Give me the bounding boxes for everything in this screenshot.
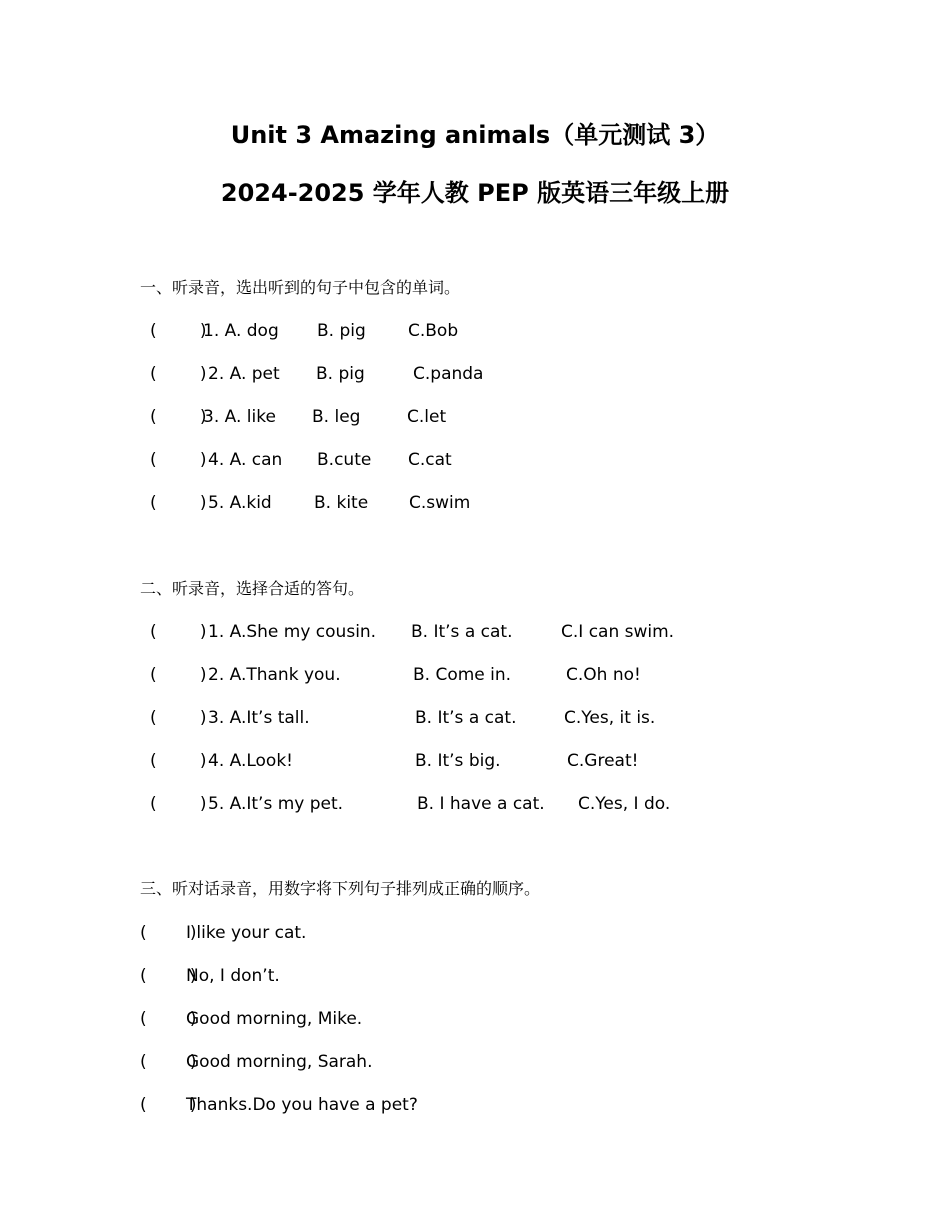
option-b: B. Come in. xyxy=(413,665,512,685)
option-a: 3. A.It’s tall. xyxy=(208,708,310,728)
option-c: C.Yes, it is. xyxy=(564,708,656,728)
section2-item xyxy=(140,706,760,730)
option-a: 2. A.Thank you. xyxy=(208,665,341,685)
section3-item xyxy=(140,1050,640,1074)
option-b: B. I have a cat. xyxy=(417,794,545,814)
sentence-text: Good morning, Sarah. xyxy=(186,1052,373,1072)
option-b: B. pig xyxy=(317,321,366,341)
section1-item xyxy=(140,405,700,429)
section3-item xyxy=(140,964,640,988)
answer-bracket: ( ) xyxy=(150,407,207,427)
option-b: B. kite xyxy=(314,493,369,513)
option-c: C.panda xyxy=(413,364,484,384)
option-c: C.I can swim. xyxy=(561,622,675,642)
option-b: B. leg xyxy=(312,407,361,427)
option-a: 1. A. dog xyxy=(203,321,279,341)
option-b: B. It’s big. xyxy=(415,751,501,771)
section2-item xyxy=(140,620,760,644)
answer-bracket: ( ) xyxy=(140,923,197,943)
section1-item xyxy=(140,491,700,515)
section3-item xyxy=(140,1093,640,1117)
option-c: C.Yes, I do. xyxy=(578,794,671,814)
section3-heading: 三、听对话录音，用数字将下列句子排列成正确的顺序。 xyxy=(140,879,541,898)
answer-bracket: ( ) xyxy=(150,751,207,771)
option-a: 3. A. like xyxy=(203,407,276,427)
option-a: 5. A.kid xyxy=(208,493,272,513)
section3-item xyxy=(140,921,640,945)
answer-bracket: ( ) xyxy=(150,794,207,814)
section3-item xyxy=(140,1007,640,1031)
option-b: B. It’s a cat. xyxy=(415,708,517,728)
section1-heading: 一、听录音，选出听到的句子中包含的单词。 xyxy=(140,278,461,297)
option-a: 4. A.Look! xyxy=(208,751,293,771)
section1-item xyxy=(140,319,700,343)
page-subtitle: 2024-2025 学年人教 PEP 版英语三年级上册 xyxy=(220,179,730,207)
page-title: Unit 3 Amazing animals（单元测试 3） xyxy=(230,121,720,149)
option-b: B.cute xyxy=(317,450,372,470)
sentence-text: Good morning, Mike. xyxy=(186,1009,363,1029)
sentence-text: No, I don’t. xyxy=(186,966,280,986)
option-b: B. pig xyxy=(316,364,365,384)
answer-bracket: ( ) xyxy=(140,1052,197,1072)
answer-bracket: ( ) xyxy=(150,665,207,685)
option-c: C.Bob xyxy=(408,321,459,341)
answer-bracket: ( ) xyxy=(150,708,207,728)
option-c: C.Oh no! xyxy=(566,665,641,685)
section2-heading: 二、听录音，选择合适的答句。 xyxy=(140,579,365,598)
option-a: 1. A.She my cousin. xyxy=(208,622,377,642)
option-c: C.cat xyxy=(408,450,452,470)
section1-item xyxy=(140,448,700,472)
option-c: C.Great! xyxy=(567,751,639,771)
answer-bracket: ( ) xyxy=(150,364,207,384)
option-a: 2. A. pet xyxy=(208,364,280,384)
sentence-text: Thanks.Do you have a pet? xyxy=(186,1095,418,1115)
option-b: B. It’s a cat. xyxy=(411,622,513,642)
option-c: C.swim xyxy=(409,493,471,513)
answer-bracket: ( ) xyxy=(150,321,207,341)
answer-bracket: ( ) xyxy=(150,622,207,642)
option-c: C.let xyxy=(407,407,447,427)
section2-item xyxy=(140,792,760,816)
answer-bracket: ( ) xyxy=(150,450,207,470)
answer-bracket: ( ) xyxy=(140,966,197,986)
option-a: 4. A. can xyxy=(208,450,283,470)
answer-bracket: ( ) xyxy=(140,1095,197,1115)
section1-item xyxy=(140,362,700,386)
section2-item xyxy=(140,663,760,687)
sentence-text: I like your cat. xyxy=(186,923,307,943)
option-a: 5. A.It’s my pet. xyxy=(208,794,344,814)
section2-item xyxy=(140,749,760,773)
answer-bracket: ( ) xyxy=(140,1009,197,1029)
answer-bracket: ( ) xyxy=(150,493,207,513)
